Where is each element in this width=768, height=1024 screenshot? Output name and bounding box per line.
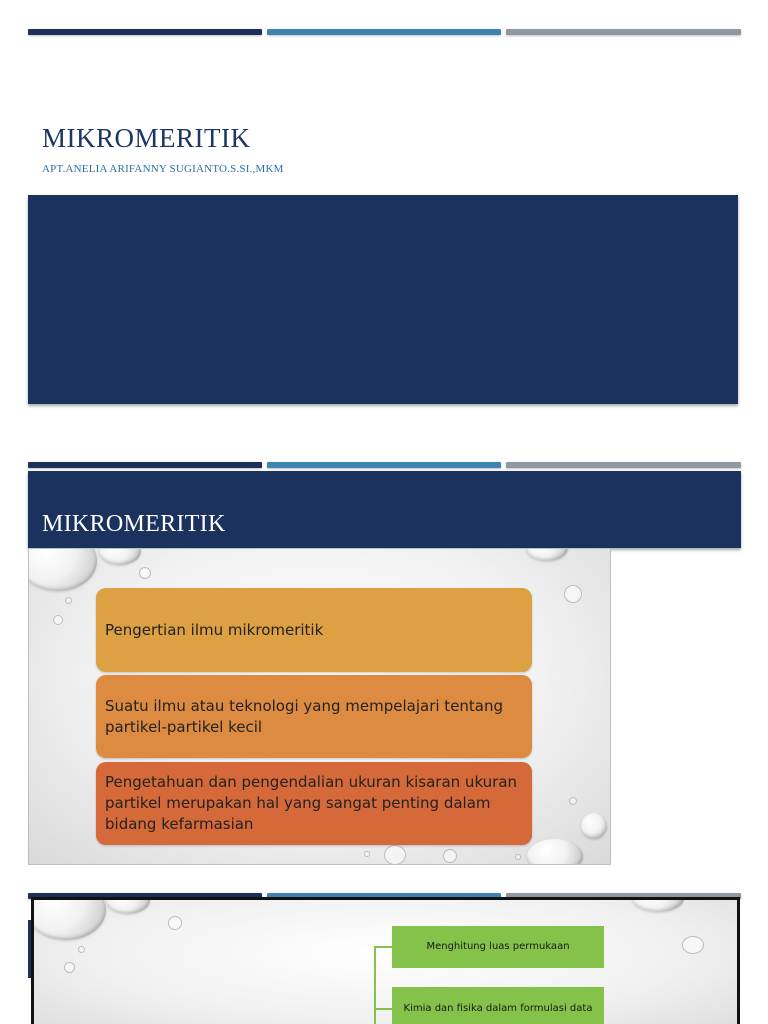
embedded-diagram-image — [31, 897, 740, 1024]
bubble-icon — [78, 946, 85, 953]
bubble-icon — [569, 797, 577, 805]
bubble-icon — [364, 851, 370, 857]
diagram-node-text: Kimia dan fisika dalam formulasi data — [403, 1003, 593, 1014]
water-drop-icon — [31, 897, 106, 940]
slide-header — [28, 471, 741, 548]
slide-header-title: MIKROMERITIK — [42, 511, 226, 537]
bubble-icon — [64, 962, 75, 973]
diagram-node — [392, 987, 604, 1024]
connector-line — [374, 1008, 392, 1010]
bubble-icon — [168, 916, 182, 930]
accent-bar-dark — [28, 462, 262, 468]
water-drop-icon — [99, 548, 141, 565]
water-drop-icon — [527, 839, 583, 865]
bubble-icon — [443, 849, 457, 863]
water-drop-icon — [526, 548, 568, 561]
definition-box-title — [96, 588, 532, 672]
definition-box-text: Pengertian ilmu mikromeritik — [105, 620, 324, 639]
water-drop-icon — [106, 897, 150, 914]
definition-box-meaning — [96, 675, 532, 758]
accent-bar-dark — [28, 29, 262, 35]
bubble-icon — [564, 585, 582, 603]
diagram-node — [392, 926, 604, 968]
slide-title: MIKROMERITIK — [42, 123, 251, 153]
accent-bar-gray — [506, 29, 741, 35]
title-color-block — [28, 195, 738, 404]
diagram-node-text: Menghitung luas permukaan — [426, 941, 570, 952]
connector-line — [374, 946, 376, 1024]
accent-bar-gray — [506, 462, 741, 468]
embedded-slide-image — [28, 548, 611, 865]
accent-bar-blue — [267, 29, 501, 35]
bubble-icon — [139, 567, 151, 579]
water-drop-icon — [581, 813, 607, 839]
slide-subtitle: APT.ANELIA ARIFANNY SUGIANTO.S.SI.,MKM — [42, 163, 284, 175]
definition-box-text: Pengetahuan dan pengendalian ukuran kisaran ukuran partikel merupakan hal yang sangat penting dalam bidang kefarmasian — [105, 773, 518, 833]
water-drop-icon — [28, 548, 97, 591]
accent-bar-blue — [267, 462, 501, 468]
bubble-icon — [53, 615, 63, 625]
bubble-icon — [65, 597, 72, 604]
definition-box-text: Suatu ilmu atau teknologi yang mempelajari tentang partikel-partikel kecil — [105, 696, 504, 736]
bubble-icon — [682, 936, 704, 954]
water-drop-icon — [632, 897, 684, 912]
definition-box-importance — [96, 762, 532, 845]
bubble-icon — [515, 854, 521, 860]
connector-line — [374, 946, 392, 948]
bubble-icon — [384, 845, 406, 865]
